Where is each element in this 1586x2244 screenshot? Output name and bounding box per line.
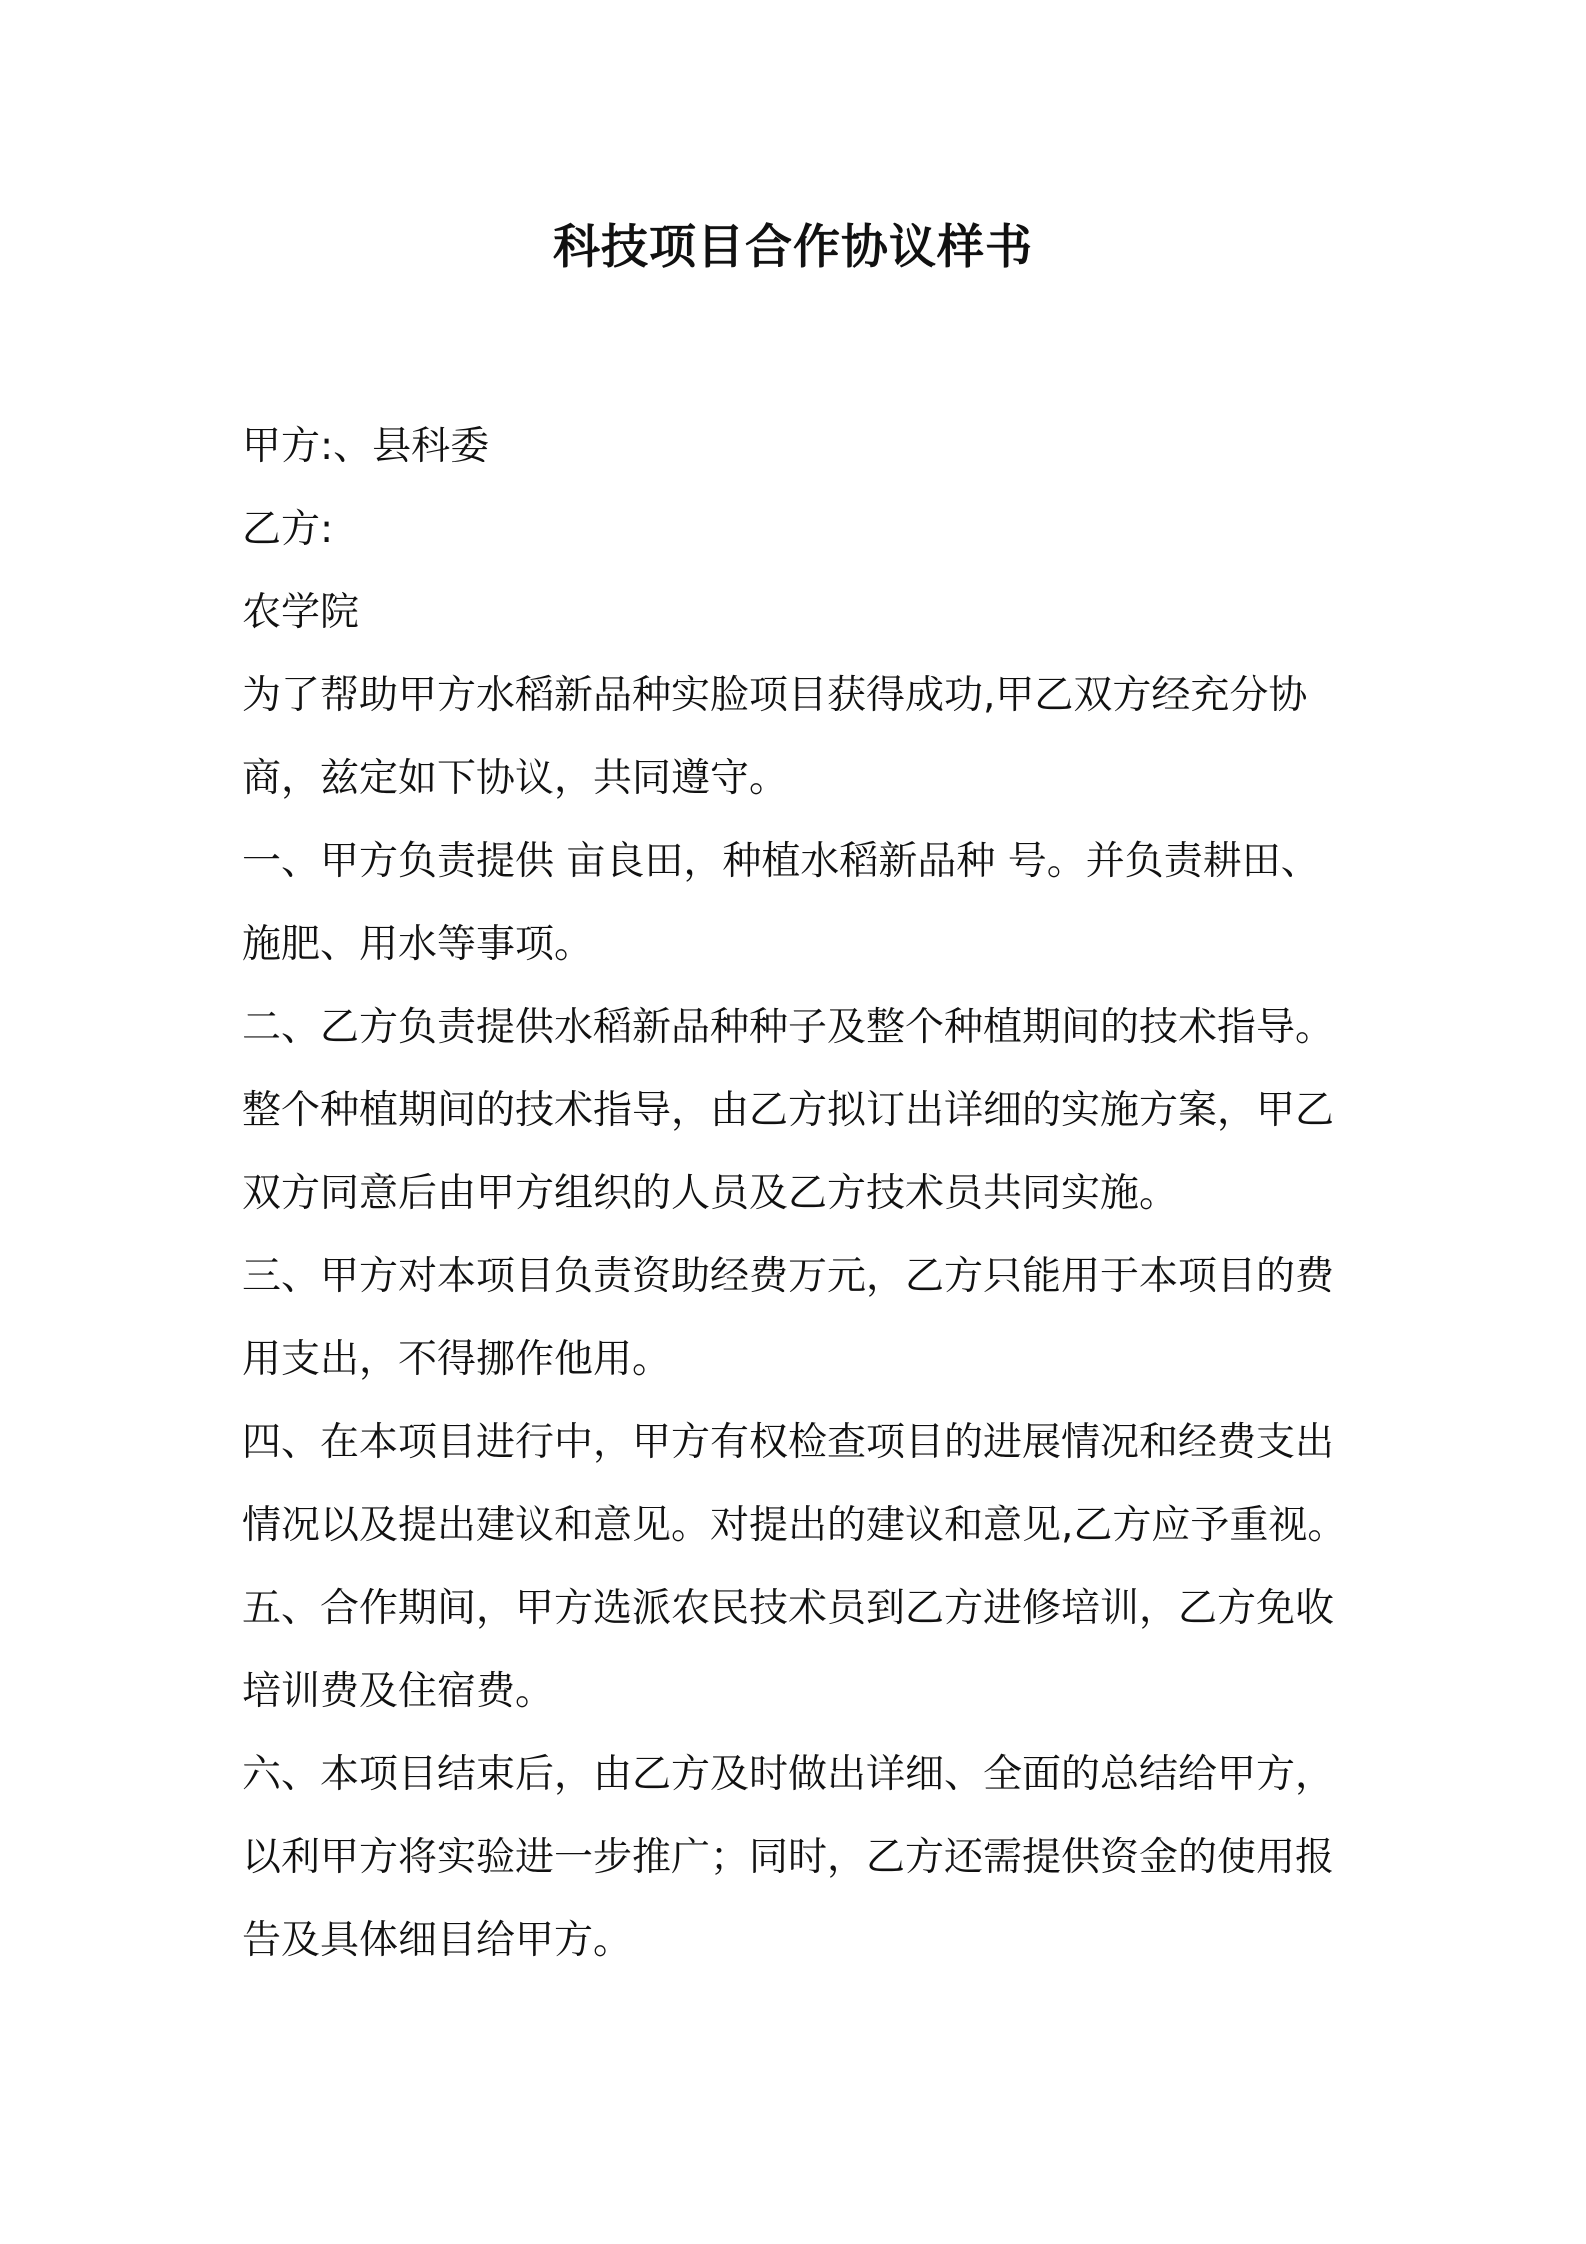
clause-3-line: 三、甲方对本项目负责资助经费万元，乙方只能用于本项目的费 (242, 1254, 1335, 1299)
clause-5-line: 五、合作期间，甲方选派农民技术员到乙方进修培训，乙方免收 (242, 1586, 1335, 1631)
document-title: 科技项目合作协议样书 (553, 220, 1033, 275)
clause-4-line: 情况以及提出建议和意见。对提出的建议和意见,乙方应予重视。 (242, 1503, 1347, 1548)
clause-2-line: 双方同意后由甲方组织的人员及乙方技术员共同实施。 (242, 1171, 1179, 1216)
clause-1-line: 施肥、用水等事项。 (242, 922, 594, 967)
clause-6-line: 告及具体细目给甲方。 (242, 1918, 633, 1963)
clause-6-line: 六、本项目结束后，由乙方及时做出详细、全面的总结给甲方， (242, 1752, 1335, 1797)
clause-5-line: 培训费及住宿费。 (242, 1669, 555, 1714)
preamble-line: 商，兹定如下协议，共同遵守。 (242, 756, 789, 801)
clause-1-line: 一、甲方负责提供 亩良田，种植水稻新品种 号。并负责耕田、 (242, 839, 1320, 884)
party-a-line: 甲方:、县科委 (242, 424, 490, 469)
clause-2-line: 整个种植期间的技术指导，由乙方拟订出详细的实施方案，甲乙 (242, 1088, 1335, 1133)
clause-3-line: 用支出，不得挪作他用。 (242, 1337, 672, 1382)
clause-2-line: 二、乙方负责提供水稻新品种种子及整个种植期间的技术指导。 (242, 1005, 1335, 1050)
document-body (242, 405, 1357, 1982)
party-b-name-line: 农学院 (242, 590, 360, 635)
clause-4-line: 四、在本项目进行中，甲方有权检查项目的进展情况和经费支出 (242, 1420, 1335, 1465)
preamble-line: 为了帮助甲方水稻新品种实脸项目获得成功,甲乙双方经充分协 (242, 673, 1308, 718)
clause-6-line: 以利甲方将实验进一步推广；同时，乙方还需提供资金的使用报 (242, 1835, 1335, 1880)
party-b-line: 乙方: (242, 507, 334, 552)
